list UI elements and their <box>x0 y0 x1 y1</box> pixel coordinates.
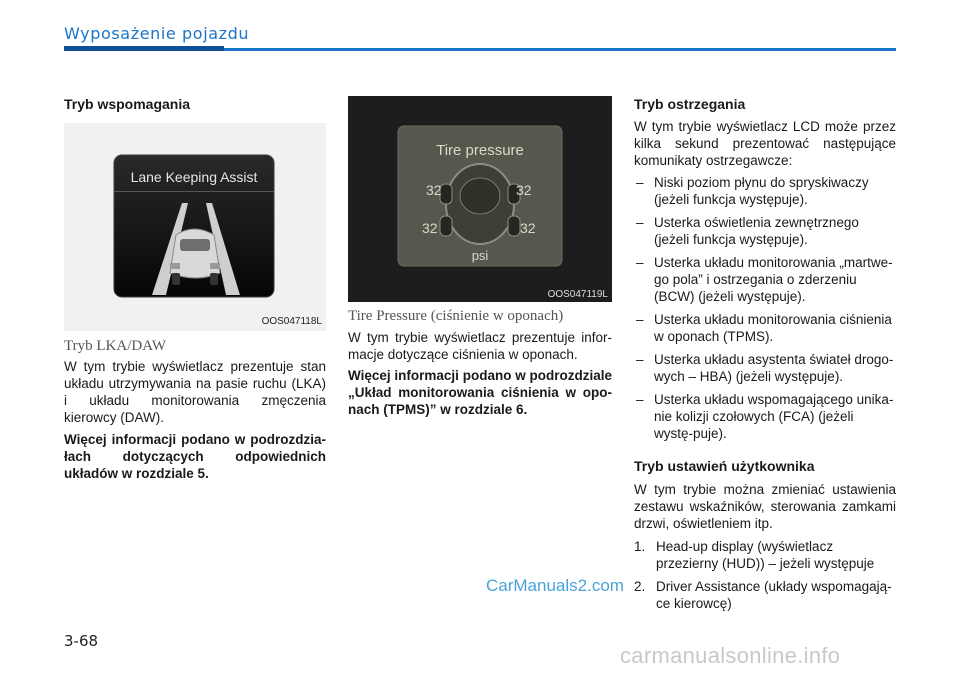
tire-front-left-value: 32 <box>426 182 442 198</box>
tire-screen-title: Tire pressure <box>436 142 524 159</box>
carmanuals-watermark[interactable]: CarManuals2.com <box>486 576 624 595</box>
figure-code: OOS047119L <box>547 289 608 300</box>
lka-screen-title: Lane Keeping Assist <box>130 169 258 185</box>
tire-pressure-paragraph: W tym trybie wyświetlacz prezentuje infor-macje dotyczące ciśnienia w oponach. <box>348 330 612 362</box>
warning-intro-paragraph: W tym trybie wyświetlacz LCD może przez kilka sekund prezentować następujące komunikaty ostrzegawcze: <box>634 119 896 168</box>
assist-mode-heading: Tryb wspomagania <box>64 96 191 112</box>
tire-front-right-value: 32 <box>516 182 532 198</box>
list-item: – Usterka oświetlenia zewnętrznego (jeżeli funkcja występuje). <box>634 214 896 248</box>
tire-rear-left-value: 32 <box>422 220 438 236</box>
lka-daw-subheading: Tryb LKA/DAW <box>64 338 166 354</box>
list-item: – Usterka układu monitorowania „martwe-go pola” i ostrzegania o zderzeniu (BCW) (jeżeli występuje). <box>634 254 896 305</box>
list-item: – Usterka układu asystenta świateł drogo-wych – HBA) (jeżeli występuje). <box>634 351 896 385</box>
list-item <box>634 578 896 612</box>
tire-rear-right-value: 32 <box>520 220 536 236</box>
header-rule-accent <box>64 46 224 51</box>
tpms-reference-paragraph: Więcej informacji podano w podrozdziale „Układ monitorowania ciśnienia w opo-nach (TPMS)” w rozdziale 6. <box>348 368 612 417</box>
site-watermark[interactable]: carmanualsonline.info <box>620 643 841 668</box>
list-item: – Usterka układu wspomagającego unika-nie kolizji czołowych (FCA) (jeżeli wystę-puje). <box>634 391 896 442</box>
lka-daw-paragraph: W tym trybie wyświetlacz prezentuje stan układu utrzymywania na pasie ruchu (LKA) i układu monitorowania zmęczenia kierowcy (DAW). <box>64 359 326 425</box>
list-item: – Niski poziom płynu do spryskiwaczy (jeżeli funkcja występuje). <box>634 174 896 208</box>
user-settings-list <box>634 538 896 618</box>
tire-unit-label: psi <box>471 248 489 263</box>
user-settings-paragraph: W tym trybie można zmieniać ustawienia zestawu wskaźników, sterowania zamkami drzwi, oświetleniem itp. <box>634 482 896 531</box>
warning-mode-heading: Tryb ostrzegania <box>634 96 746 112</box>
list-item: – Usterka układu monitorowania ciśnienia w oponach (TPMS). <box>634 311 896 345</box>
lka-figure <box>64 123 326 331</box>
tire-screen-illustration <box>348 96 612 302</box>
page-number: 3-68 <box>64 632 99 650</box>
list-item <box>634 538 896 572</box>
user-settings-heading: Tryb ustawień użytkownika <box>634 458 815 474</box>
list-item-number: 1. <box>634 539 646 554</box>
list-item-number: 2. <box>634 579 646 594</box>
section-title: Wyposażenie pojazdu <box>64 24 250 43</box>
list-item-text: Driver Assistance (układy wspomagają-ce kierowcę) <box>656 579 892 611</box>
lka-screen-illustration <box>64 123 326 331</box>
warning-message-list <box>634 174 896 448</box>
lka-reference-paragraph: Więcej informacji podano w podrozdzia-łach dotyczących odpowiednich układów w rozdziale 5. <box>64 432 326 481</box>
list-item-text: Head-up display (wyświetlacz przezierny (HUD)) – jeżeli występuje <box>656 539 875 571</box>
tire-pressure-subheading: Tire Pressure (ciśnienie w oponach) <box>348 308 564 324</box>
tire-pressure-figure <box>348 96 612 302</box>
figure-code: OOS047118L <box>261 316 322 327</box>
